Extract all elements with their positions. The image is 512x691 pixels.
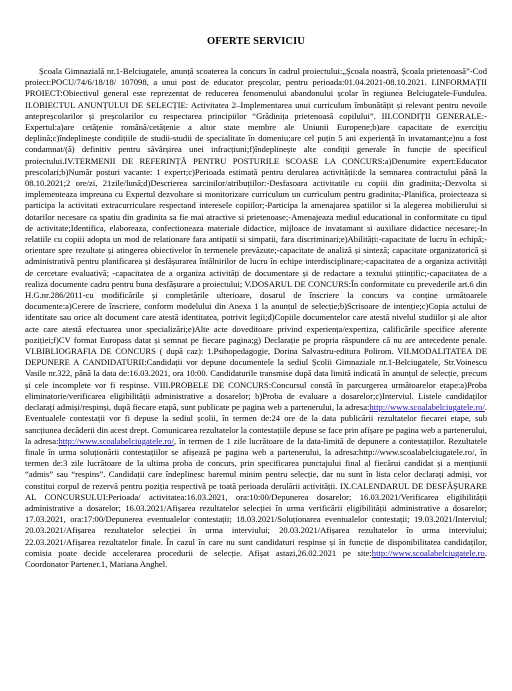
page-title: OFERTE SERVICIU: [207, 36, 305, 47]
school-website-link-3[interactable]: http://www.scoalabelciugatele.ro: [371, 547, 485, 558]
announcement-text-part-3: , în termen de 1 zile lucrătoare de la data-limită de depunere a contestațiilor. Rezultatele finale în urma soluționării contestațiilor se afișează pe pagina web a partenerului, la adresa:http://www.scoalabelciugatele.ro/, în termen de:3 zile lucrătoare de la ultima proba de concurs, prin specificarea punctajului final al fiecărui candidat și a mențiunii “admis” sau “respins”. Candidații care îndeplinesc baremul minim pentru selecție, dar nu sunt în lista celor declarați admiși, vor constitui corpul de rezervă pentru poziția respectivă pe toată perioada derulării activității. IX.CALENDARUL DE DESFĂȘURARE AL CONCURSULUI:Perioada/ activitatea:16.03.2021, ora:10:00/Depunerea dosarelor; 16.03.2021/Verificarea eligibilității administrative a dosarelor; 16.03.2021/Afișarea rezultatelor selecției în urma verificării eligibilității administrative a dosarelor; 17.03.2021, ora:17:00/Depunerea eventualelor contestații; 18.03.2021/Soluționarea eventualelor contestații; 19.03.2021/Interviul; 20.03.2021/Afișarea rezultatelor selecției în urma interviului; 20.03.2021/Afișarea rezultatelor în urma interviului; 22.03.2021/Afișarea rezultatelor finale. În cazul în care nu sunt candidaturi respinse și în funcție de disponibilitatea candidaților, comisia poate decide accelerarea procedurii de selecție. Afișat astazi,26.02.2021 pe site:: [25, 435, 488, 558]
school-website-link-1[interactable]: http://www.scoalabelciugatele.ro/: [369, 402, 485, 413]
announcement-text-part-2: . Eventualele contestații vor fi depuse la sediul școlii, în termen de:24 ore de la data publicării rezultatelor fiecarei etape, sub sancțiunea decăderii din acest drept. Comunicarea rezultatelor la contestațiile depuse se face prin afișare pe pagina web a partenerului, la adresa:: [25, 402, 487, 446]
school-website-link-2[interactable]: http://www.scoalabelciugatele.ro/: [58, 435, 174, 446]
announcement-text-part-4: . Coordonator Partener.1, Mariana Anghel.: [25, 547, 487, 569]
announcement-text-part-1: Școala Gimnazială nr.1-Belciugatele, anunță scoaterea la concurs în cadrul proiectului:„Școala noastră, Școala prietenoasă”-Cod proiect:POCU/74/6/18/18/ 107098, a unui post de educator preșcolar, pentru perioada:01.04.2021-08.10.2021. I.INFORMAȚII PROIECT:Obiectivul general este reprezentat de reducerea fenomenului abandonului școlar în regiunea Belciugatele-Fundulea. II.OBIECTUL ANUNȚULUI DE SELECȚIE: Activitatea 2–Implementarea unui curriculum îmbunătățit și relevant pentru nevoile antepreșcolarilor și preșcolarilor cu respectarea principiilor “Grădinița prietenoasă copilului”. III.CONDIȚII GENERALE:-Expertul:a)are cetățenie română/cetățenie a altor state membre ale Uniunii Europene;b)are capacitate de exercițiu deplină;c)îndeplinește condițiile de studii-studii de specialitate în domeniu;are cel puțin 5 ani experiență în invatamant;e)nu a fost condamnat/(ă) definitiv pentru săvârșirea unei infracțiuni;f)îndeplinește alte condiții generale în funcție de specificul proiectului.IV.TERMENII DE REFERINȚĂ PENTRU POSTURILE SCOASE LA CONCURS:a)Denumire expert:Educator prescolari;b)Număr posturi vacante: 1 expert;c)Perioada estimată pentru derularea activității:de la semnarea contractului până la 08.10.2021;2 ore/zi, 21zile/lună;d)Descrierea sarcinilor/atribuțiilor:-Desfasoara activitatile cu copiii din gradinita;-Dezvolta si implementeaza impreuna cu Expertul dezvoltare si monitorizare curriculum un curriculum pentru gradinita;-Planifica, proiecteaza si participa la activitati extracurriculare respectand interesele copiilor;-Participa la amenajarea spatiilor si la alegerea mobilierului si dotarilor necesare ca spatiu din gradinita sa fie mai atractive si prietenoase;-Amenajeaza mediul educational in conformitate cu tipul de activitate;Identifica, elaboreaza, confectioneaza materiale didactice, mijloace de invatamant si auxiliare didactice necesare;-In relatiile cu copiii adopta un mod de relationare fara antipatii si simpatii, fara discriminari;e)Abilități:-capacitate de lucru în echipă;-orientare spre rezultate și atingerea obiectivelor în termenele prevăzute;-capacitate de analiză și sinteză; capacitate organizatorică și administrativă pentru planificarea și desfășurarea întâlnirilor de lucru în echipe interdisciplinare;-capacitatea de a organiza activități de cercetare evaluativă; -capacitatea de a organiza activități de documentare și de redactare a textului științific;-capacitatea de a realiza documente cadru pentru buna desfășurare a proiectului; V.DOSARUL DE CONCURS:În conformitate cu prevederile art.6 din H.G.nr.286/2011-cu modificările și completările ulterioare, dosarul de înscriere la concurs va conține următoarele documente:a)Cerere de înscriere, conform modelului din Anexa 1 la anunțul de selecție;b)Scrisoare de intenție;c)Copia actului de identitate sau orice alt document care atestă identitatea, potrivit legii;d)Copiile documentelor care atestă nivelul studiilor și ale altor acte care atestă efectuarea unor specializări;e)Alte acte doveditoare privind experiența/expertiza, calificările specifice aferente poziției;f)CV format Europass datat și semnat pe fiecare pagina;g) Declarație pe propria răspundere că nu are antecedente penale. VI.BIBLIOGRAFIA DE CONCURS ( după caz): 1.Psihopedagogie, Dorina Salvastru-editura Polirom. VII.MODALITATEA DE DEPUNERE A CANDIDATURII:Candidații vor depune documentele la sediul Școlii Gimnaziale nr.1-Belciugatele, Str.Voinescu Vasile nr.322, până la data de:16.03.2021, ora 10:00. Candidaturile transmise după data limită indicată în anunțul de selecție, precum și cele incomplete vor fi respinse. VIII.PROBELE DE CONCURS:Concursul constă în parcurgerea următoarelor etape:a)Proba eliminatorie/verificarea eligibilității administrative a dosarelor; b)Proba de evaluare a dosarelor;c)Interviul. Listele candidaților declarați admiși/respinși, după fiecare etapă, sunt publicate pe pagina web a partenerului, la adresa:: [25, 66, 487, 413]
job-announcement-body: [25, 66, 487, 570]
